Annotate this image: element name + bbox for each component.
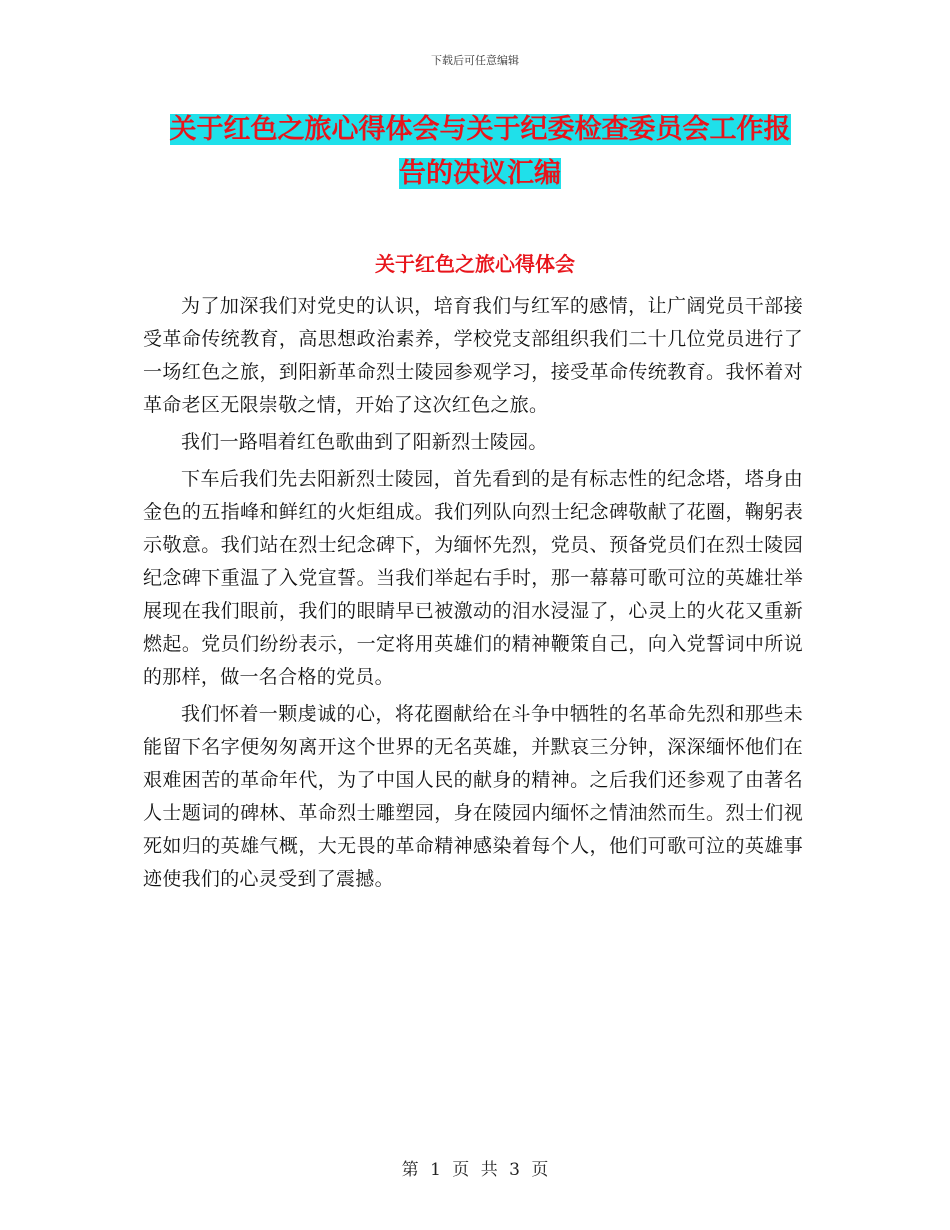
body-text xyxy=(143,290,803,900)
document-title xyxy=(150,108,810,196)
paragraph: 我们一路唱着红色歌曲到了阳新烈士陵园。 xyxy=(181,431,548,453)
page-number: 第 1 页 共 3 页 xyxy=(401,1160,549,1180)
document-title-line2: 告的决议汇编 xyxy=(399,158,561,189)
paragraph: 下车后我们先去阳新烈士陵园，首先看到的是有标志性的纪念塔，塔身由金色的五指峰和鲜红的火炬组成。我们列队向烈士纪念碑敬献了花圈，鞠躬表示敬意。我们站在烈士纪念碑下，为缅怀先烈，党员、预备党员们在烈士陵园纪念碑下重温了入党宣誓。当我们举起右手时，那一幕幕可歌可泣的英雄壮举展现在我们眼前，我们的眼睛早已被激动的泪水浸湿了，心灵上的火花又重新燃起。党员们纷纷表示，一定将用英雄们的精神鞭策自己，向入党誓词中所说的那样，做一名合格的党员。 xyxy=(143,468,803,688)
section-title: 关于红色之旅心得体会 xyxy=(375,252,575,276)
paragraph: 为了加深我们对党史的认识，培育我们与红军的感情，让广阔党员干部接受革命传统教育，高思想政治素养，学校党支部组织我们二十几位党员进行了一场红色之旅，到阳新革命烈士陵园参观学习，接受革命传统教育。我怀着对革命老区无限崇敬之情，开始了这次红色之旅。 xyxy=(143,295,803,416)
header-note: 下载后可任意编辑 xyxy=(431,54,519,67)
paragraph: 我们怀着一颗虔诚的心，将花圈献给在斗争中牺牲的名革命先烈和那些未能留下名字便匆匆离开这个世界的无名英雄，并默哀三分钟，深深缅怀他们在艰难困苦的革命年代，为了中国人民的献身的精神。之后我们还参观了由著名人士题词的碑林、革命烈士雕塑园，身在陵园内缅怀之情油然而生。烈士们视死如归的英雄气概，大无畏的革命精神感染着每个人，他们可歌可泣的英雄事迹使我们的心灵受到了震撼。 xyxy=(143,703,803,890)
document-title-line1: 关于红色之旅心得体会与关于纪委检查委员会工作报 xyxy=(169,114,791,145)
